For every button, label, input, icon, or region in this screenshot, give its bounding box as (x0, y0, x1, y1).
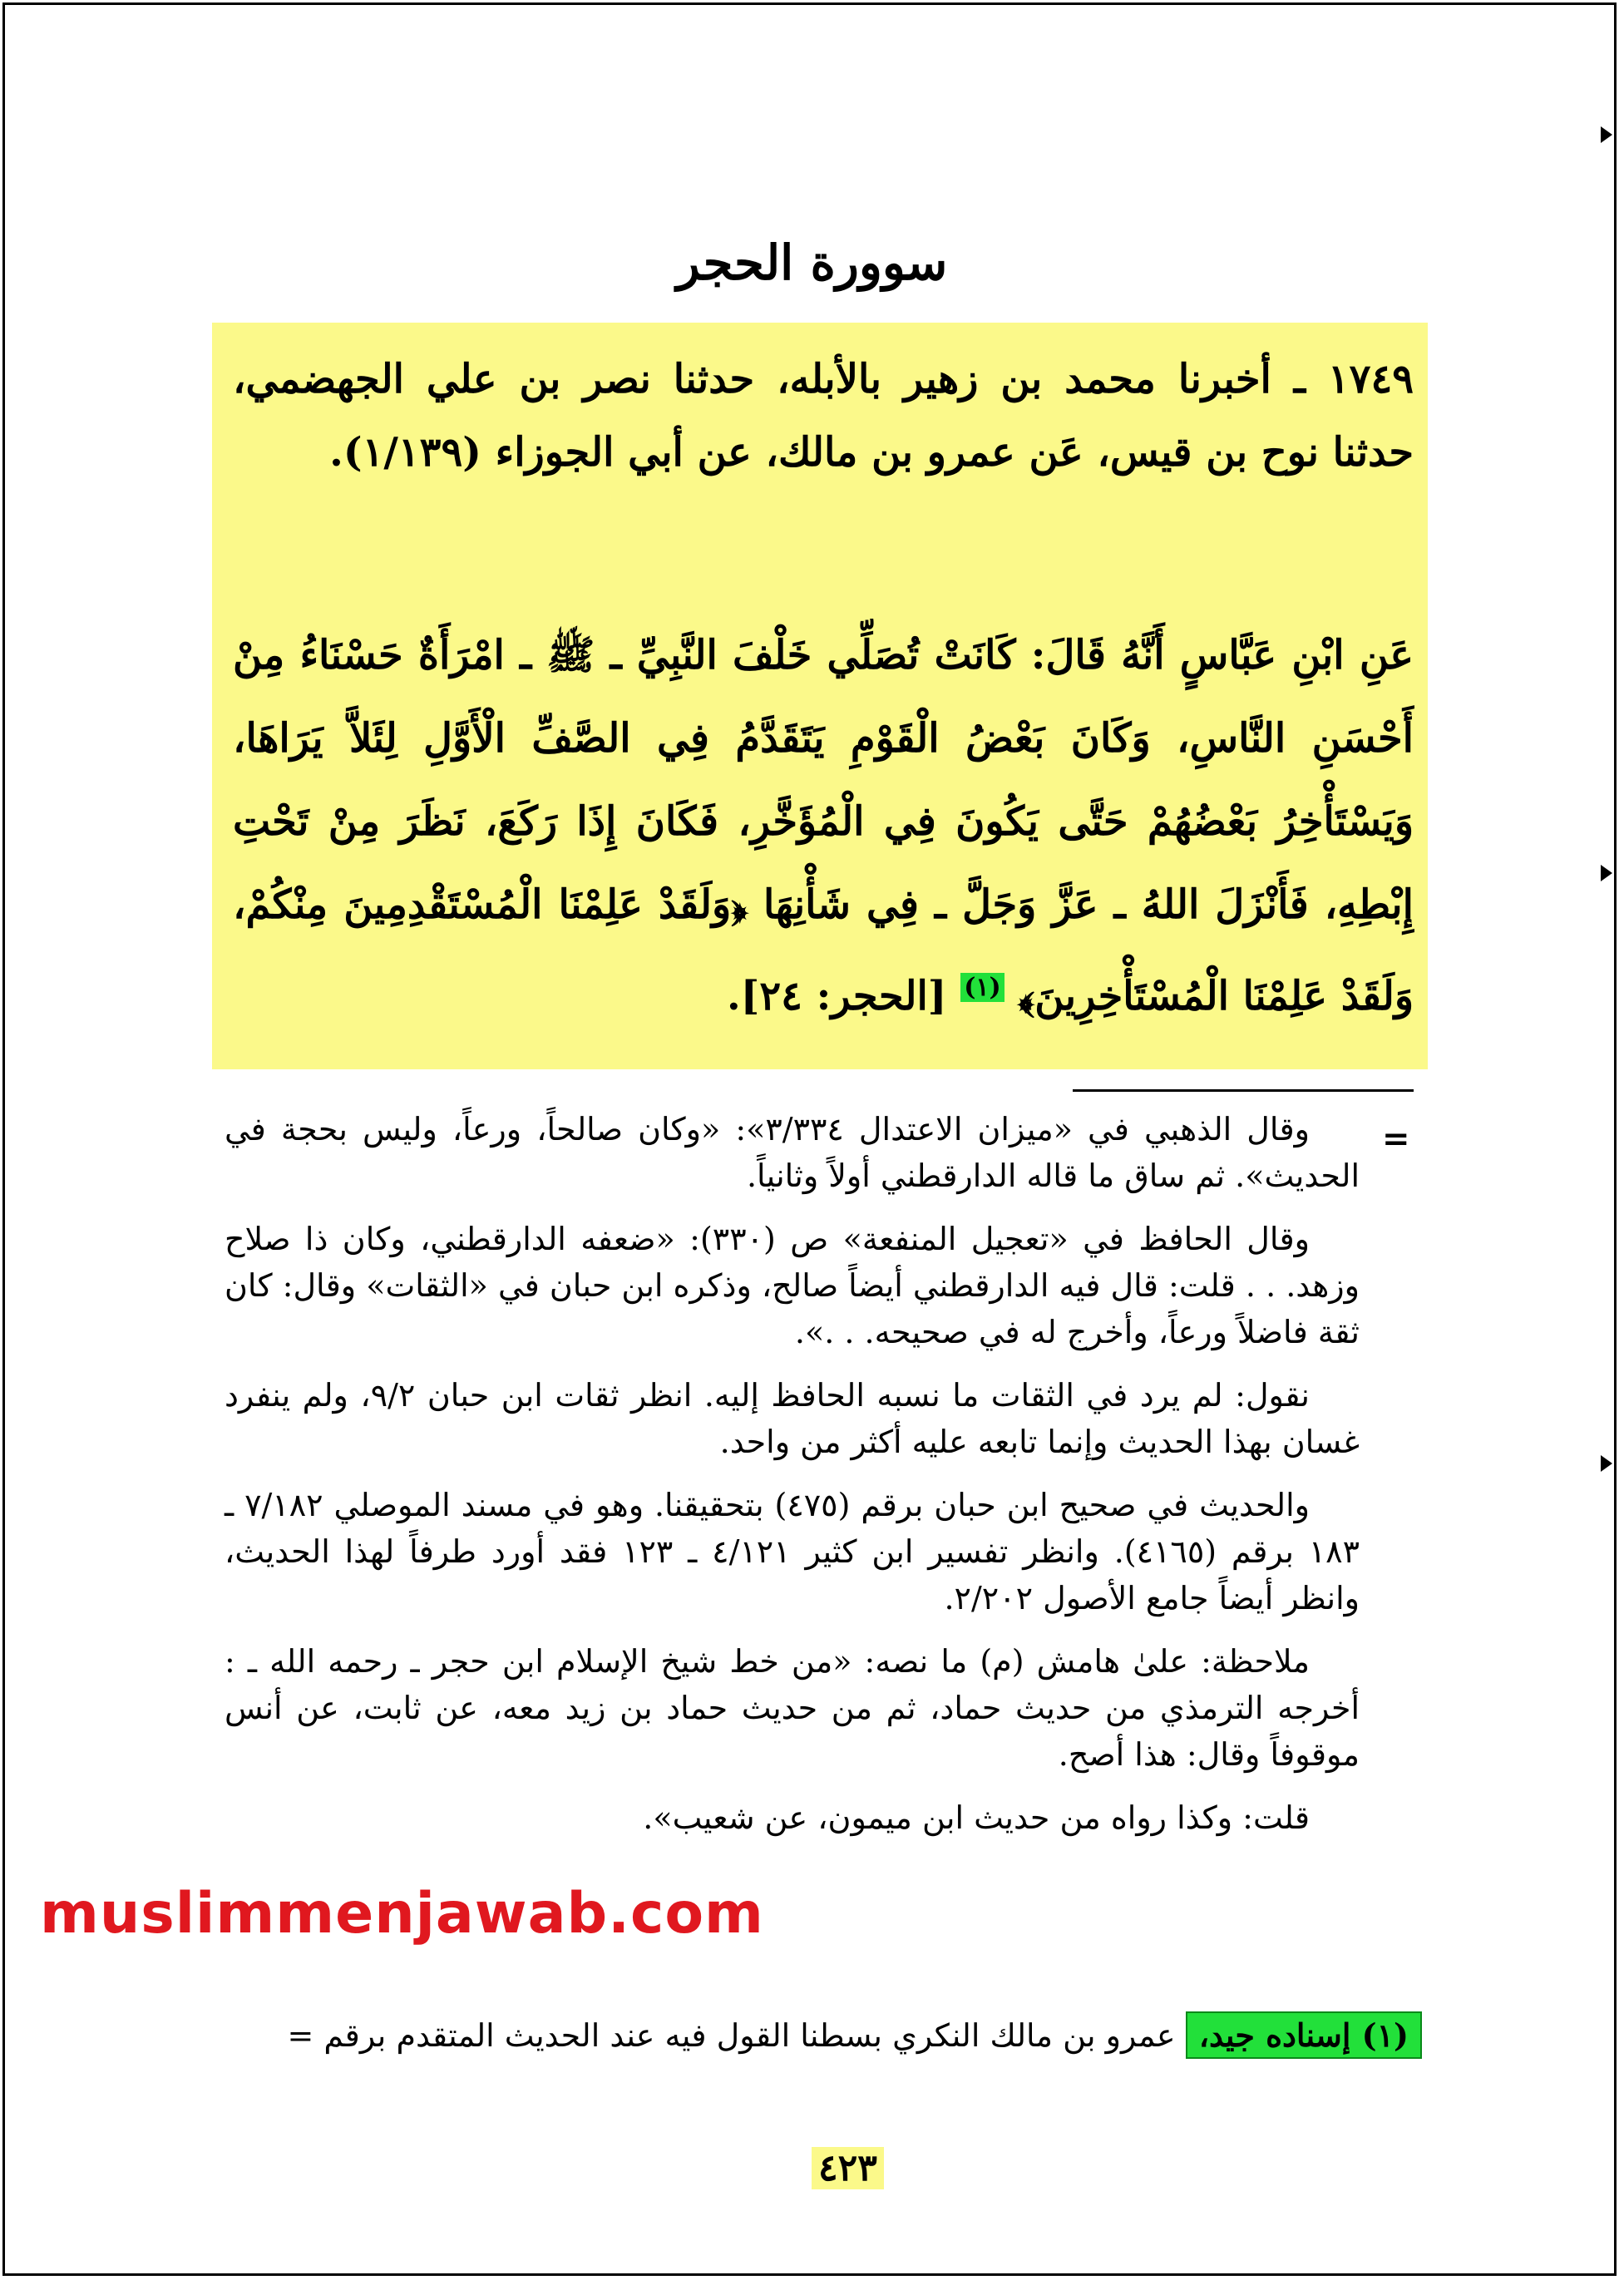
continuation-mark: = (1382, 1119, 1410, 1158)
note-paragraph: ملاحظة: علىٰ هامش (م) ما نصه: «من خط شيخ الإسلام ابن حجر ـ رحمه الله ـ : أخرجه الترمذي من حديث حماد، ثم من حديث حماد بن زيد معه، عن ثابت، عن أنس موقوفاً وقال: هذا أصح. (225, 1643, 1360, 1773)
matn-text: عَنِ ابْنِ عَبَّاسٍ أَنَّهُ قَالَ: كَانَتْ تُصَلِّي خَلْفَ النَّبِيِّ ـ ﷺ ـ امْرَأَةٌ حَسْنَاءُ مِنْ أَحْسَنِ النَّاسِ، وَكَانَ بَعْضُ الْقَوْمِ يَتَقَدَّمُ فِي الصَّفِّ الْأَوَّلِ لِئَلاَّ يَرَاهَا، وَيَسْتَأْخِرُ بَعْضُهُمْ حَتَّى يَكُونَ فِي الْمُؤَخَّرِ، فَكَانَ إِذَا رَكَعَ، نَظَرَ مِنْ تَحْتِ إِبْطِهِ، فَأَنْزَلَ اللهُ ـ عَزَّ وَجَلَّ ـ فِي شَأْنِهَا ﴿وَلَقَدْ عَلِمْنَا الْمُسْتَقْدِمِينَ مِنْكُمْ، وَلَقَدْ عَلِمْنَا الْمُسْتَأْخِرِينَ﴾ (233, 632, 1414, 1019)
hadith-isnad: ١٧٤٩ ـ أخبرنا محمد بن زهير بالأبله، حدثنا نصر بن علي الجهضمي، حدثنا نوح بن قيس، عَن عمرو بن مالك، عن أبي الجوزاء (١/١٣٩). (233, 356, 1414, 476)
footnotes-block (225, 1106, 1360, 1858)
footnote-reference: (١) (960, 973, 1005, 1002)
note-paragraph: وقال الحافظ في «تعجيل المنفعة» ص (٣٣٠): «ضعفه الدارقطني، وكان ذا صلاح وزهد. . . قلت: قال فيه الدارقطني أيضاً صالح، وذكره ابن حبان في «الثقات» وقال: كان ثقة فاضلاً ورعاً، وأخرج له في صحيحه. . .». (224, 1221, 1360, 1350)
quran-reference: [الحجر: ٢٤]. (726, 973, 947, 1019)
footnote-label: (١) إسناده جيد، (1186, 2011, 1422, 2059)
footnote-text: عمرو بن مالك النكري بسطنا القول فيه عند الحديث المتقدم برقم = (287, 2017, 1176, 2054)
note-paragraph: نقول: لم يرد في الثقات ما نسبه الحافظ إليه. انظر ثقات ابن حبان ٩/٢، ولم ينفرد غسان بهذا الحديث وإنما تابعه عليه أكثر من واحد. (225, 1377, 1360, 1460)
footnote-separator (1073, 1089, 1414, 1092)
scan-edge-mark (1601, 126, 1612, 143)
watermark: muslimmenjawab.com (40, 1881, 764, 1947)
page-number: ٤٢٣ (812, 2147, 884, 2189)
scan-edge-mark (1601, 1455, 1612, 1472)
surah-title: سوورة الحجر (676, 234, 948, 291)
footnote-1 (204, 2012, 1422, 2059)
hadith-matn (233, 614, 1414, 1038)
scan-edge-mark (1601, 865, 1612, 881)
note-paragraph: قلت: وكذا رواه من حديث ابن ميمون، عن شعيب». (643, 1799, 1310, 1836)
note-paragraph: والحديث في صحيح ابن حبان برقم (٤٧٥) بتحقيقنا. وهو في مسند الموصلي ٧/١٨٢ ـ ١٨٣ برقم (٤١٦٥). وانظر تفسير ابن كثير ٤/١٢١ ـ ١٢٣ فقد أورد طرفاً لهذا الحديث، وانظر أيضاً جامع الأصول ٢/٢٠٢. (225, 1487, 1360, 1616)
note-paragraph: وقال الذهبي في «ميزان الاعتدال ٣/٣٣٤»: «وكان صالحاً، ورعاً، وليس بحجة في الحديث». ثم ساق ما قاله الدارقطني أولاً وثانياً. (225, 1111, 1360, 1194)
